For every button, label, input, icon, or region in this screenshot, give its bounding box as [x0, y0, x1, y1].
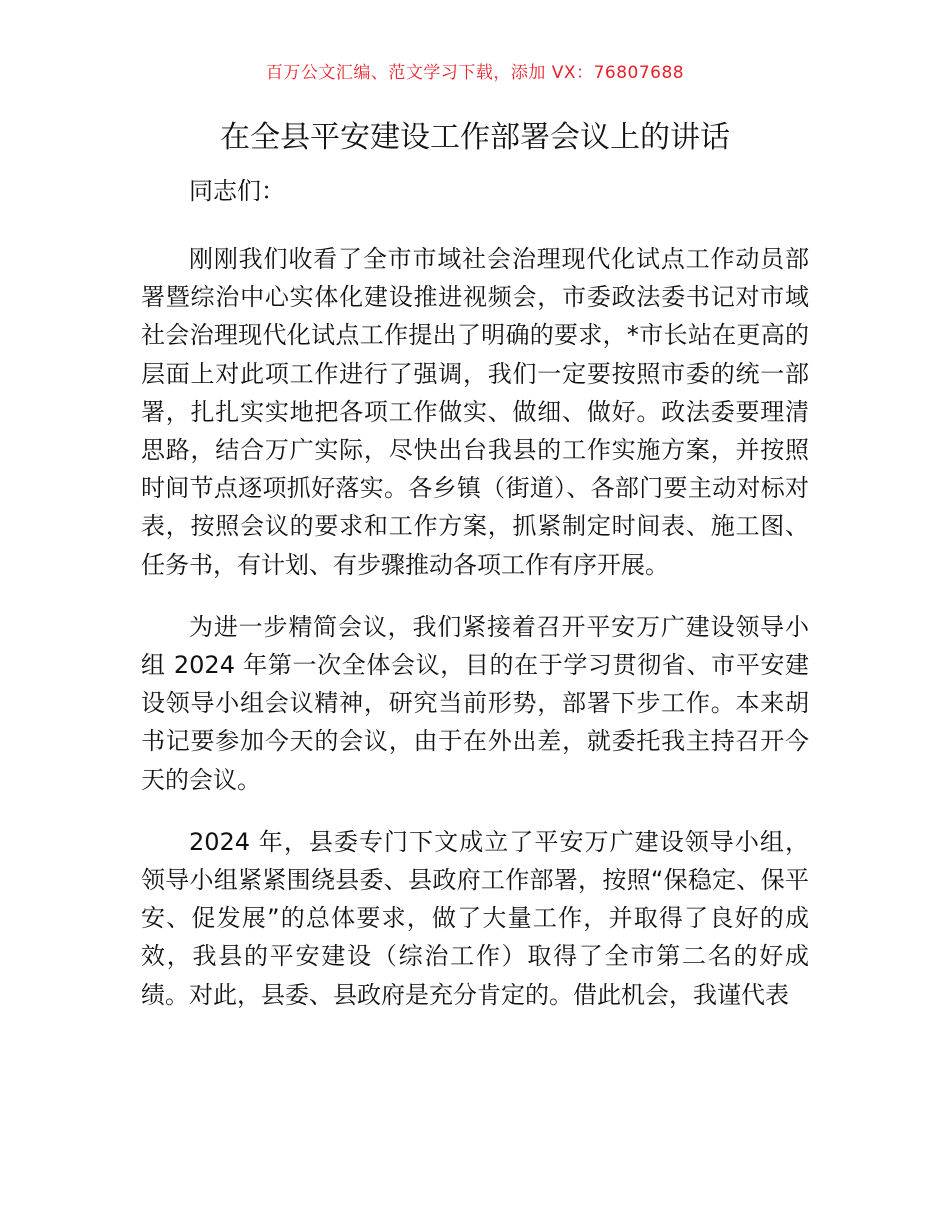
- document-body: [141, 172, 809, 1014]
- paragraph-1: 刚刚我们收看了全市市域社会治理现代化试点工作动员部署暨综治中心实体化建设推进视频会，市委政法委书记对市域社会治理现代化试点工作提出了明确的要求，*市长站在更高的层面上对此项工作进行了强调，我们一定要按照市委的统一部署，扎扎实实地把各项工作做实、做细、做好。政法委要理清思路，结合万广实际，尽快出台我县的工作实施方案，并按照时间节点逐项抓好落实。各乡镇（街道）、各部门要主动对标对表，按照会议的要求和工作方案，抓紧制定时间表、施工图、任务书，有计划、有步骤推动各项工作有序开展。: [141, 245, 809, 579]
- salutation: 同志们：: [189, 177, 285, 205]
- header-watermark-note: 百万公文汇编、范文学习下载，添加 VX：76807688: [265, 63, 685, 83]
- paragraph-2: 为进一步精简会议，我们紧接着召开平安万广建设领导小组 2024 年第一次全体会议，目的在于学习贯彻省、市平安建设领导小组会议精神，研究当前形势，部署下步工作。本来胡书记要参加今天的会议，由于在外出差，就委托我主持召开今天的会议。: [141, 612, 809, 794]
- paragraph-3: 2024 年，县委专门下文成立了平安万广建设领导小组，领导小组紧紧围绕县委、县政府工作部署，按照“保稳定、保平安、促发展”的总体要求，做了大量工作，并取得了良好的成效，我县的平安建设（综治工作）取得了全市第二名的好成绩。对此，县委、县政府是充分肯定的。借此机会，我谨代表: [141, 827, 809, 1009]
- document-title: 在全县平安建设工作部署会议上的讲话: [220, 120, 730, 155]
